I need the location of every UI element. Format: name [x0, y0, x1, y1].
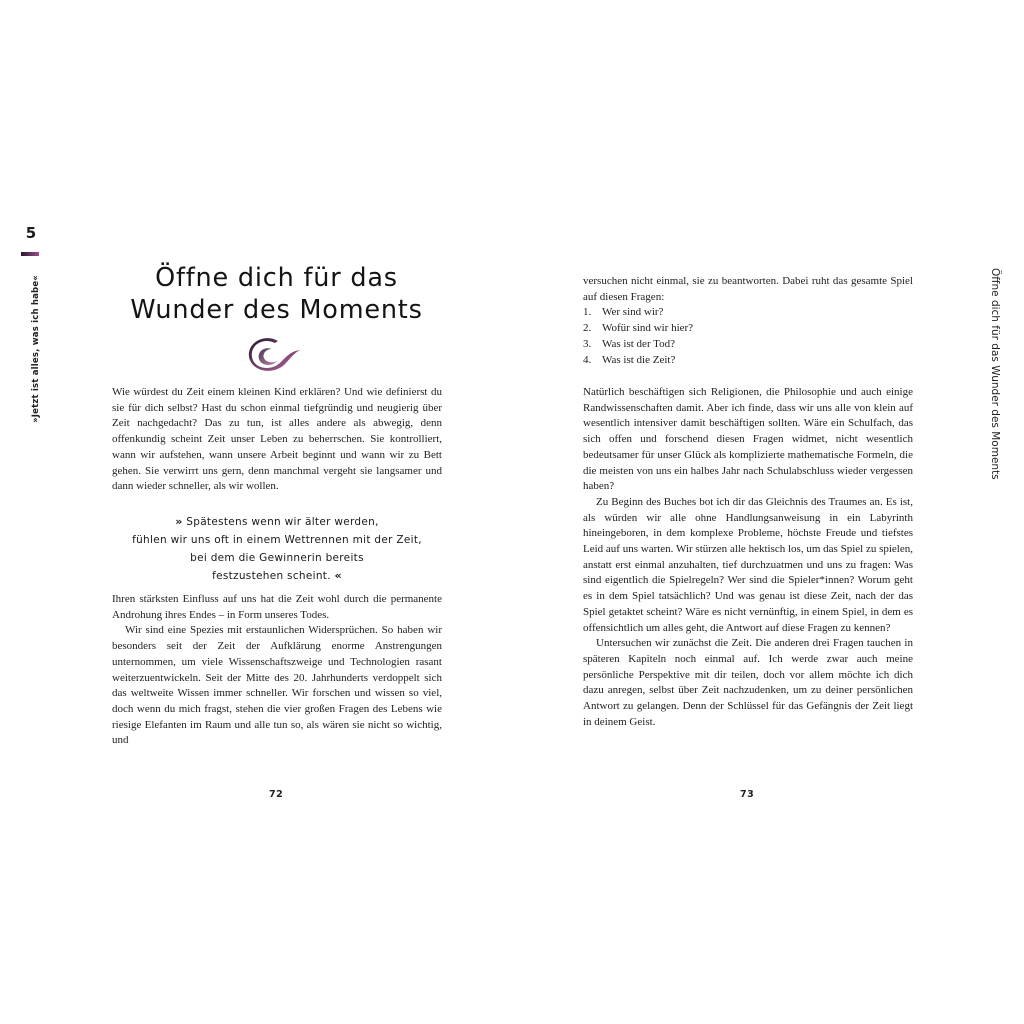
paragraph-3: Wir sind eine Spezies mit erstaunlichen Widersprüchen. So haben wir besonders seit der Zeit der Aufklärung enorme Anstrengungen unternommen, um viele Wissenschaftszweige und Technologien rasant weiterzuentwickeln. Seit der Mitte des 20. Jahrhunderts verdoppelt sich das weltweite Wissen immer schneller. Wir forschen und wissen so viel, doch wenn du mich fragst, stehen die vier großen Fragen des Lebens wie riesige Elefanten im Raum und alle tun so, als wären sie nicht so wichtig, und [112, 624, 442, 747]
quote-close-mark: « [334, 569, 342, 583]
quote-line-4: festzustehen scheint. [212, 570, 331, 583]
page-number-right: 73 [740, 789, 755, 800]
running-head-left: »Jetzt ist alles, was ich habe« [31, 275, 41, 423]
chapter-title-line-2: Wunder des Moments [130, 295, 423, 325]
left-body-text [112, 592, 442, 749]
right-body-top [583, 274, 913, 368]
intro-paragraph [112, 385, 442, 495]
right-paragraph-1: Natürlich beschäftigen sich Religionen, die Philosophie und auch einige Randwissenschaften damit. Aber ich finde, dass wir uns alle von klein auf wesentlich intensiver damit beschäftigen sollten. Wäre ein Schulfach, das sich offen und forschend diesen Fragen widmet, nicht wesentlich bedeutsamer für unser Glück als komplizierte mathematische Formeln, die die meisten von uns ein halbes Jahr nach Schulabschluss wieder vergessen haben? [583, 386, 913, 493]
right-paragraph-2: Zu Beginn des Buches bot ich dir das Gleichnis des Traumes an. Es ist, als würden wir alle ohne Handlungsanweisung in ein Labyrinth hineingeboren, in dem komplexe Probleme, höchste Freude und tiefstes Leid auf uns warten. Wir stürzen alle hektisch los, um das Spiel zu spielen, anstatt erst einmal anzuhalten, tief durchzuatmen und uns zu fragen: Was sind eigentlich die Spielregeln? Wer sind die Spieler*innen? Worum geht es in dem Spiel tatsächlich? Und was genau ist diese Zeit, nach der das Spiel getaktet scheint? Wäre es nicht vernünftig, in einem Spiel, in dem es offensichtlich um alles geht, die Antwort auf diese Fragen zu kennen? [583, 495, 913, 634]
spiral-wave-icon [247, 336, 305, 374]
quote-line-2: fühlen wir uns oft in einem Wettrennen mit der Zeit, [132, 533, 422, 546]
right-intro: versuchen nicht einmal, sie zu beantworten. Dabei ruht das gesamte Spiel auf diesen Fragen: [583, 275, 913, 303]
quote-line-1: Spätestens wenn wir älter werden, [186, 516, 379, 528]
right-paragraph-3: Untersuchen wir zunächst die Zeit. Die anderen drei Fragen tauchen in späteren Kapiteln noch einmal auf. Ich werde zwar auch meine persönliche Perspektive mit dir teilen, doch vor allem möchte ich dich dazu anregen, selbst über Zeit nachzudenken, um zu deiner persönlichen Antwort zu gelangen. Denn der Schlüssel für das Gefängnis der Zeit liegt in deinem Geist. [583, 637, 913, 728]
question-list [583, 305, 913, 368]
page-number-left: 72 [269, 789, 284, 800]
chapter-number: 5 [25, 224, 37, 242]
list-item: 3. Was ist der Tod? [583, 337, 675, 350]
quote-open-mark: » [175, 515, 183, 528]
list-item: 2. Wofür sind wir hier? [583, 322, 694, 335]
paragraph-2: Ihren stärksten Einfluss auf uns hat die Zeit wohl durch die permanente Androhung ihres Endes – in Form unseres Todes. [112, 593, 442, 621]
list-item: 1. Wer sind wir? [583, 306, 664, 319]
pull-quote [118, 513, 436, 586]
chapter-accent-bar [21, 252, 39, 256]
chapter-title [110, 262, 443, 326]
quote-line-3: bei dem die Gewinnerin bereits [190, 551, 364, 564]
intro-paragraph-text: Wie würdest du Zeit einem kleinen Kind erklären? Und wie definierst du sie für dich selbst? Hast du schon einmal tiefgründig und neugierig über Zeit nachgedacht? Das zu tun, ist alles andere als abwegig, denn offenkundig scheint Zeit unser Leben zu beherrschen. Sie kontrolliert, wann wir aufstehen, wann unsere Arbeit beginnt und wann wir zu Bett gehen. Sie verwirrt uns gern, denn manchmal vergeht sie langsamer und dann wieder schneller, als wir wollen. [112, 386, 442, 493]
running-head-right: Öffne dich für das Wunder des Moments [989, 268, 1001, 480]
right-body-text [583, 385, 913, 730]
chapter-title-line-1: Öffne dich für das [155, 263, 398, 293]
list-item: 4. Was ist die Zeit? [583, 353, 676, 366]
